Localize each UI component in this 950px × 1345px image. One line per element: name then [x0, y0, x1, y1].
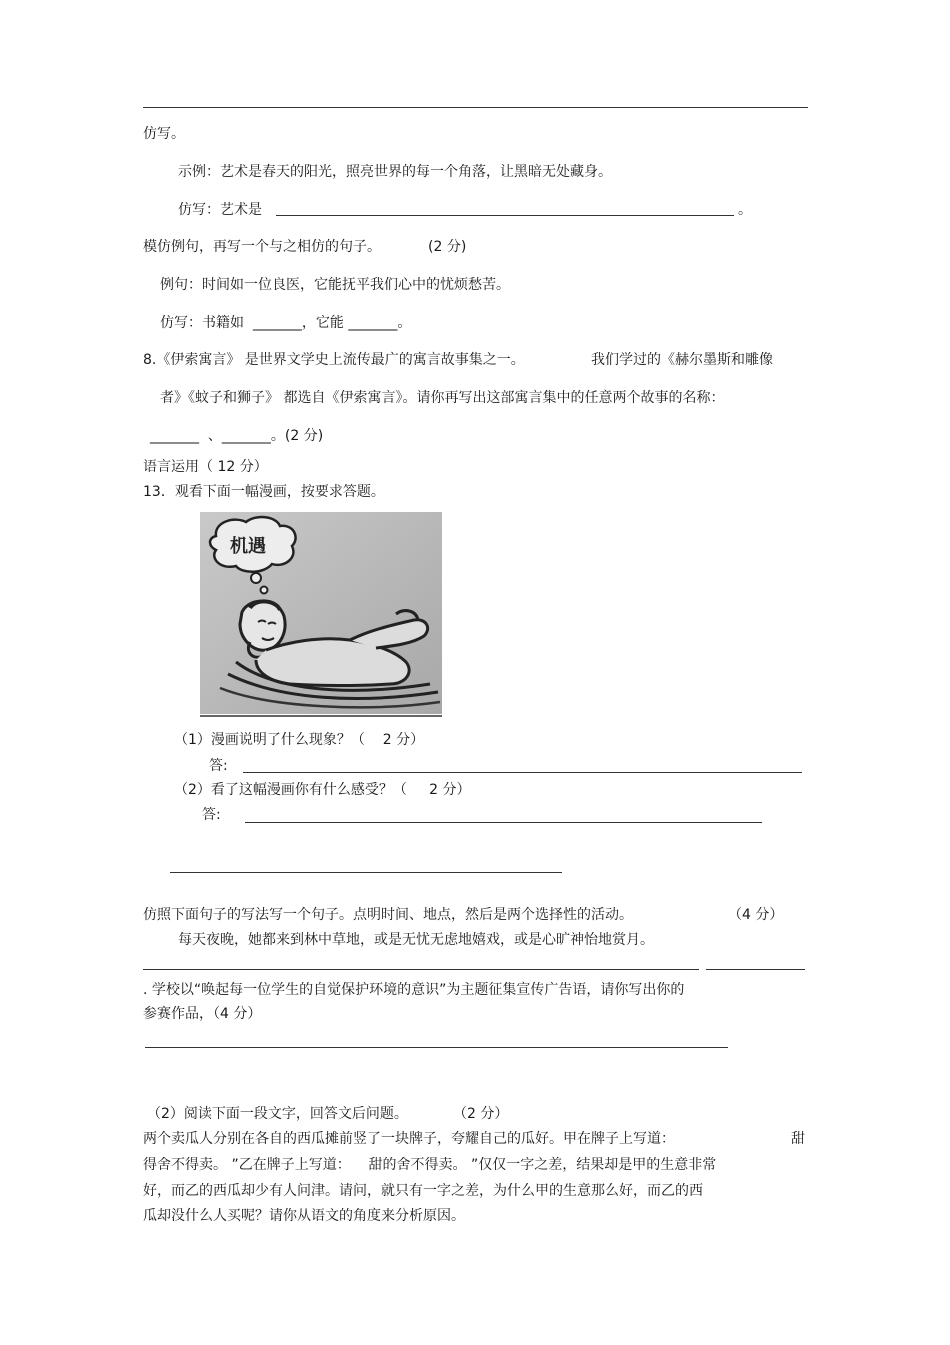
- cartoon-image: [200, 512, 442, 717]
- answer-line[interactable]: [143, 969, 699, 970]
- answer-blank-line[interactable]: [276, 215, 734, 216]
- slogan-question-score: 参赛作品，（4 分）: [143, 1006, 262, 1022]
- passage-line: 两个卖瓜人分别在各自的西瓜摊前竖了一块牌子，夸耀自己的瓜好。甲在牌子上写道：: [143, 1131, 675, 1147]
- section-heading: 语言运用（ 12 分）: [143, 459, 268, 475]
- imitation-instruction: 模仿例句，再写一个与之相仿的句子。: [143, 239, 381, 255]
- answer-line[interactable]: [245, 822, 762, 823]
- end-mark: 。: [738, 202, 752, 218]
- score-label: (2 分): [428, 239, 467, 255]
- example-sentence: 每天夜晚，她都来到林中草地，或是无忧无虑地嬉戏，或是心旷神怡地赏月。: [178, 932, 654, 948]
- answer-line[interactable]: [170, 872, 562, 873]
- imitation-prompt[interactable]: 仿写：书籍如 _______，它能 _______。: [160, 315, 412, 331]
- answer-label: 答:: [202, 807, 221, 823]
- answer-label: 答:: [209, 758, 228, 774]
- passage-line-end: 甜: [791, 1131, 805, 1147]
- sub-question-2: （2）看了这幅漫画你有什么感受？（ 2 分）: [174, 782, 471, 798]
- answer-line[interactable]: [706, 969, 805, 970]
- question-8-line1-end: 我们学过的《赫尔墨斯和雕像: [591, 352, 773, 368]
- score-label: （2 分）: [453, 1106, 509, 1122]
- question-13: 13．观看下面一幅漫画，按要求答题。: [143, 484, 385, 500]
- answer-line[interactable]: [145, 1047, 728, 1048]
- thought-bubble-text: 机遇: [230, 536, 266, 557]
- question-8-line1: 8.《伊索寓言》 是世界文学史上流传最广的寓言故事集之一。: [143, 352, 525, 368]
- header-rule: [143, 107, 808, 108]
- question-8-blanks[interactable]: _______ 、_______。(2 分): [150, 428, 324, 444]
- imitation-instruction: 仿照下面句子的写法写一个句子。点明时间、地点，然后是两个选择性的活动。: [143, 907, 633, 923]
- passage-line: 得舍不得卖。 ”乙在牌子上写道： 甜的舍不得卖。 ”仅仅一字之差，结果却是甲的生意非常: [143, 1157, 717, 1173]
- passage-line: 瓜却没什么人买呢？请你从语文的角度来分析原因。: [143, 1208, 465, 1224]
- answer-line[interactable]: [243, 772, 802, 773]
- example-sentence: 例句：时间如一位良医，它能抚平我们心中的忧烦愁苦。: [160, 277, 510, 293]
- imitation-prompt: 仿写：艺术是: [178, 202, 262, 218]
- sub-question-1: （1）漫画说明了什么现象？（ 2 分）: [174, 732, 425, 748]
- section-label: 仿写。: [143, 126, 185, 142]
- reading-title: （2）阅读下面一段文字，回答文后问题。: [147, 1106, 408, 1122]
- score-label: （4 分）: [728, 907, 784, 923]
- example-sentence: 示例：艺术是春天的阳光，照亮世界的每一个角落，让黑暗无处藏身。: [178, 164, 612, 180]
- slogan-question: . 学校以“唤起每一位学生的自觉保护环境的意识”为主题征集宣传广告语，请你写出你的: [143, 982, 685, 998]
- question-8-line2: 者》《蚊子和狮子》 都选自《伊索寓言》。请你再写出这部寓言集中的任意两个故事的名称：: [160, 390, 725, 406]
- passage-line: 好，而乙的西瓜却少有人问津。请问，就只有一字之差，为什么甲的生意那么好，而乙的西: [143, 1183, 703, 1199]
